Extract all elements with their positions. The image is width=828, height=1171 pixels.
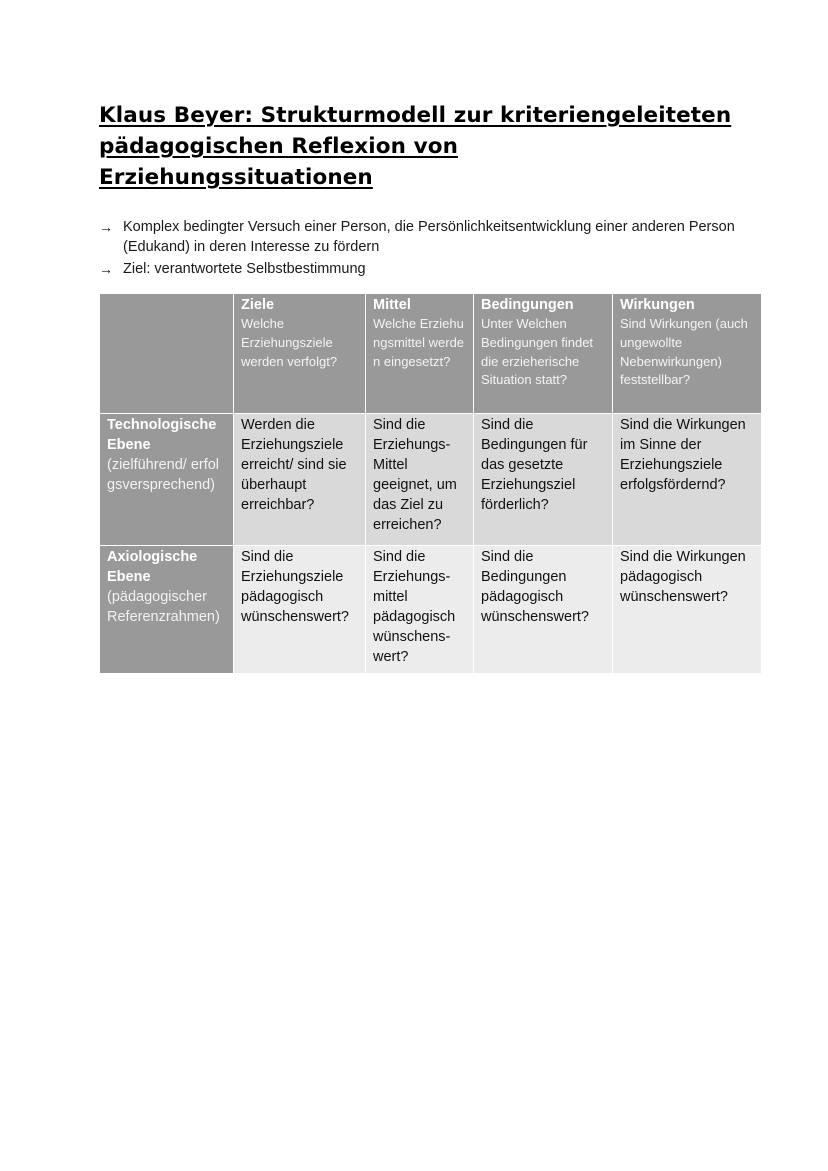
column-header-bedingungen (474, 294, 613, 414)
row-header (100, 546, 234, 674)
row-label: Axiologische Ebene (107, 549, 198, 585)
column-question: Sind Wirkungen (auch ungewollte Nebenwirkungen) feststellbar? (620, 316, 748, 388)
title-line-2: pädagogischen Reflexion von (99, 134, 458, 159)
column-title: Wirkungen (620, 297, 695, 313)
table-cell: Sind die Erziehungsziele pädagogisch wünschenswert? (234, 546, 366, 674)
table-row-axiologisch (100, 546, 762, 674)
column-title: Mittel (373, 297, 411, 313)
table-cell: Sind die Bedingungen für das gesetzte Erziehungsziel förderlich? (474, 414, 613, 546)
title-line-1: Klaus Beyer: Strukturmodell zur kriteriengeleiteten (99, 103, 732, 128)
arrow-right-icon: → (99, 219, 113, 235)
document-title (99, 100, 761, 193)
table-corner-cell (100, 294, 234, 414)
column-header-wirkungen (613, 294, 762, 414)
table-cell: Sind die Erziehungs-mittel pädagogisch wünschens-wert? (366, 546, 474, 674)
column-title: Ziele (241, 297, 275, 313)
row-note: (zielführend/ erfolgsversprechend) (107, 457, 220, 493)
bullet-item (99, 217, 761, 257)
table-cell: Sind die Wirkungen pädagogisch wünschenswert? (613, 546, 762, 674)
reflection-model-table (99, 293, 762, 674)
column-header-ziele (234, 294, 366, 414)
column-header-mittel (366, 294, 474, 414)
row-header (100, 414, 234, 546)
document-page (99, 100, 761, 674)
column-question: Welche Erziehungsziele werden verfolgt? (241, 316, 338, 369)
table-header-row (100, 294, 762, 414)
column-question: Unter Welchen Bedingungen findet die erzieherische Situation statt? (481, 316, 594, 388)
arrow-right-icon: → (99, 261, 113, 277)
title-line-3: Erziehungssituationen (99, 165, 373, 190)
table-cell: Sind die Erziehungs-Mittel geeignet, um das Ziel zu erreichen? (366, 414, 474, 546)
table-row-technologisch (100, 414, 762, 546)
table-cell: Sind die Wirkungen im Sinne der Erziehungsziele erfolgsfördernd? (613, 414, 762, 546)
row-label: Technologische Ebene (107, 417, 217, 453)
table-cell: Sind die Bedingungen pädagogisch wünschenswert? (474, 546, 613, 674)
table-cell: Werden die Erziehungsziele erreicht/ sind sie überhaupt erreichbar? (234, 414, 366, 546)
column-title: Bedingungen (481, 297, 574, 313)
column-question: Welche Erziehungsmittel werden eingesetzt? (373, 316, 465, 369)
bullet-list (99, 217, 761, 279)
row-note: (pädagogischer Referenzrahmen) (107, 589, 220, 625)
bullet-item (99, 259, 761, 279)
bullet-text: Ziel: verantwortete Selbstbestimmung (123, 261, 366, 277)
bullet-text: Komplex bedingter Versuch einer Person, die Persönlichkeitsentwicklung einer anderen Person (Edukand) in deren Interesse zu fördern (123, 219, 735, 255)
